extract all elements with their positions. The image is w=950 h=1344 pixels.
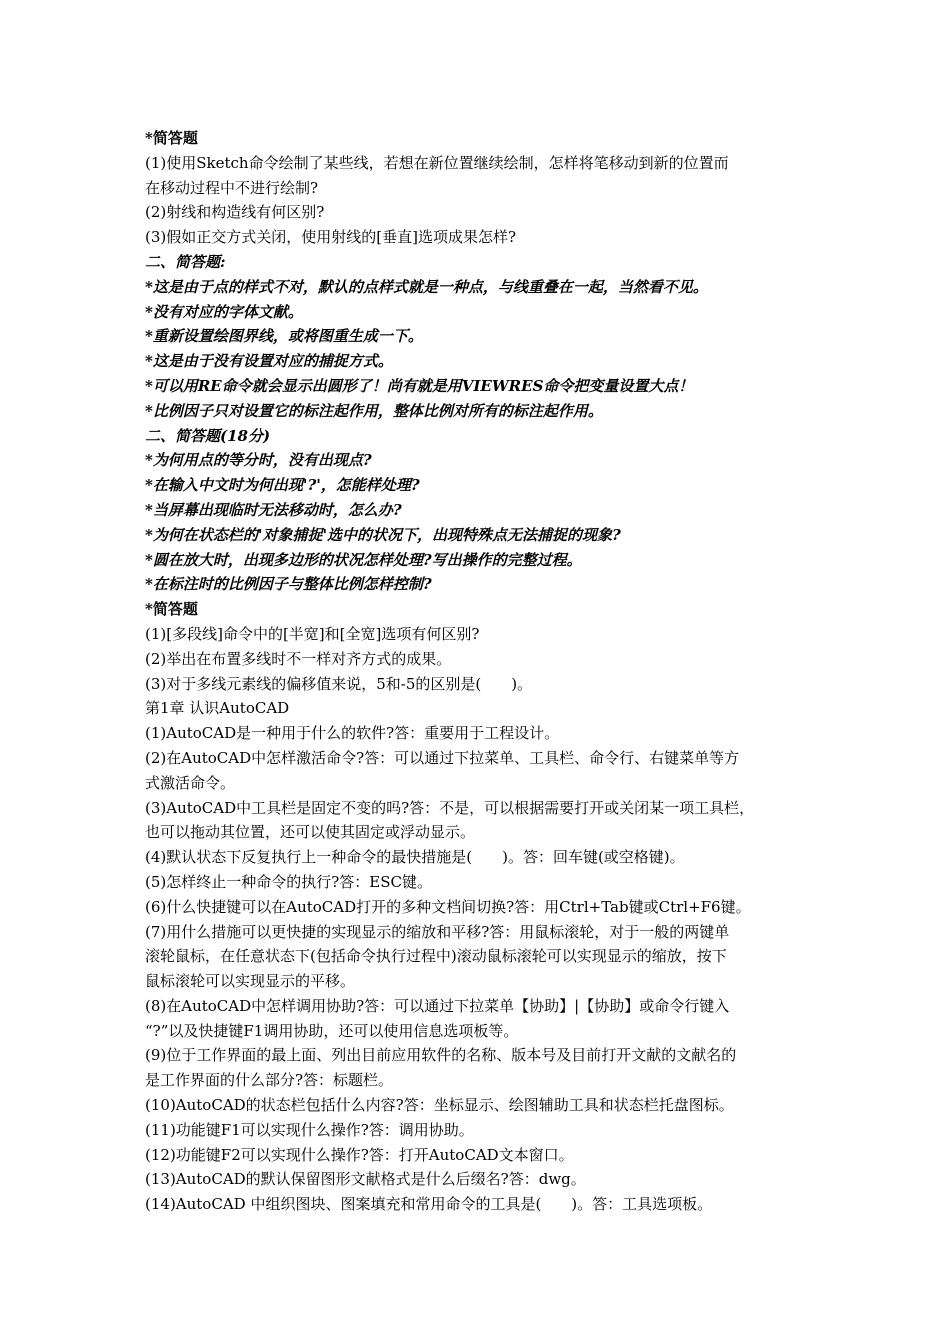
document-page bbox=[145, 126, 815, 1217]
text-line: *为何在状态栏的'对象捕捉'选中的状况下，出现特殊点无法捕捉的现象? bbox=[145, 525, 621, 544]
text-line: *为何用点的等分时，没有出现点? bbox=[145, 451, 372, 470]
text-line: 二、简答题: bbox=[145, 252, 226, 271]
text-line: 二、简答题(18分) bbox=[145, 426, 271, 445]
text-line: *简答题 bbox=[145, 129, 198, 147]
text-line: *这是由于没有设置对应的捕捉方式。 bbox=[145, 352, 393, 371]
text-line: 第1章 认识AutoCAD bbox=[145, 699, 290, 718]
text-line: (2)在AutoCAD中怎样激活命令?答：可以通过下拉菜单、工具栏、命令行、右键菜单等方 bbox=[145, 748, 740, 767]
text-line: (2)举出在布置多线时不一样对齐方式的成果。 bbox=[145, 649, 452, 668]
text-line: (1)[多段线]命令中的[半宽]和[全宽]选项有何区别? bbox=[145, 624, 480, 643]
text-line: 式激活命令。 bbox=[145, 773, 236, 792]
text-line: (1)使用Sketch命令绘制了某些线，若想在新位置继续绘制，怎样将笔移动到新的位置而 bbox=[145, 153, 729, 172]
text-line: *当屏幕出现临时无法移动时，怎么办? bbox=[145, 500, 402, 519]
text-line: 也可以拖动其位置，还可以使其固定或浮动显示。 bbox=[145, 823, 476, 842]
text-line: (3)AutoCAD中工具栏是固定不变的吗?答：不是，可以根据需要打开或关闭某一项工具栏， bbox=[145, 798, 755, 817]
text-line: 滚轮鼠标，在任意状态下(包括命令执行过程中)滚动鼠标滚轮可以实现显示的缩放，按下 bbox=[145, 947, 727, 966]
text-line: (7)用什么措施可以更快捷的实现显示的缩放和平移?答：用鼠标滚轮，对于一般的两键单 bbox=[145, 922, 730, 941]
text-line: (8)在AutoCAD中怎样调用协助?答：可以通过下拉菜单【协助】|【协助】或命令行键入 bbox=[145, 996, 730, 1015]
text-line: *重新设置绘图界线，或将图重生成一下。 bbox=[145, 327, 423, 346]
text-line: (1)AutoCAD是一种用于什么的软件?答：重要用于工程设计。 bbox=[145, 724, 560, 743]
text-line: “?”以及快捷键F1调用协助，还可以使用信息选项板等。 bbox=[145, 1021, 519, 1040]
text-line: *比例因子只对设置它的标注起作用，整体比例对所有的标注起作用。 bbox=[145, 401, 603, 420]
text-line: 是工作界面的什么部分?答：标题栏。 bbox=[145, 1071, 394, 1090]
text-line: (3)对于多线元素线的偏移值来说，5和-5的区别是( )。 bbox=[145, 674, 533, 693]
text-line: *在输入中文时为何出现'?'，怎能样处理? bbox=[145, 476, 420, 495]
text-line: (10)AutoCAD的状态栏包括什么内容?答：坐标显示、绘图辅助工具和状态栏托盘图标。 bbox=[145, 1096, 734, 1115]
text-line: (13)AutoCAD的默认保留图形文献格式是什么后缀名?答：dwg。 bbox=[145, 1170, 586, 1189]
text-line: (12)功能键F2可以实现什么操作?答：打开AutoCAD文本窗口。 bbox=[145, 1145, 574, 1164]
text-line: (5)怎样终止一种命令的执行?答：ESC键。 bbox=[145, 872, 432, 891]
text-line: (2)射线和构造线有何区别? bbox=[145, 203, 325, 222]
text-line: (3)假如正交方式关闭，使用射线的[垂直]选项成果怎样? bbox=[145, 228, 516, 247]
text-line: (6)什么快捷键可以在AutoCAD打开的多种文档间切换?答：用Ctrl+Tab键或Ctrl+F6键。 bbox=[145, 897, 751, 916]
text-line: (4)默认状态下反复执行上一种命令的最快措施是( )。答：回车键(或空格键)。 bbox=[145, 848, 685, 867]
text-line: 鼠标滚轮可以实现显示的平移。 bbox=[145, 972, 356, 991]
text-line: *在标注时的比例因子与整体比例怎样控制? bbox=[145, 575, 432, 594]
text-line: *简答题 bbox=[145, 600, 198, 619]
text-line: 在移动过程中不进行绘制? bbox=[145, 178, 319, 197]
text-line: (14)AutoCAD 中组织图块、图案填充和常用命令的工具是( )。答：工具选项板。 bbox=[145, 1195, 713, 1214]
text-line: (9)位于工作界面的最上面、列出目前应用软件的名称、版本号及目前打开文献的文献名的 bbox=[145, 1046, 737, 1065]
text-line: *这是由于点的样式不对，默认的点样式就是一种点，与线重叠在一起，当然看不见。 bbox=[145, 277, 708, 296]
text-line: *圆在放大时，出现多边形的状况怎样处理?写出操作的完整过程。 bbox=[145, 550, 582, 569]
text-line: (11)功能键F1可以实现什么操作?答：调用协助。 bbox=[145, 1120, 474, 1139]
text-line: *可以用RE命令就会显示出圆形了！尚有就是用VIEWRES命令把变量设置大点！ bbox=[145, 376, 694, 395]
text-line: *没有对应的字体文献。 bbox=[145, 302, 303, 321]
